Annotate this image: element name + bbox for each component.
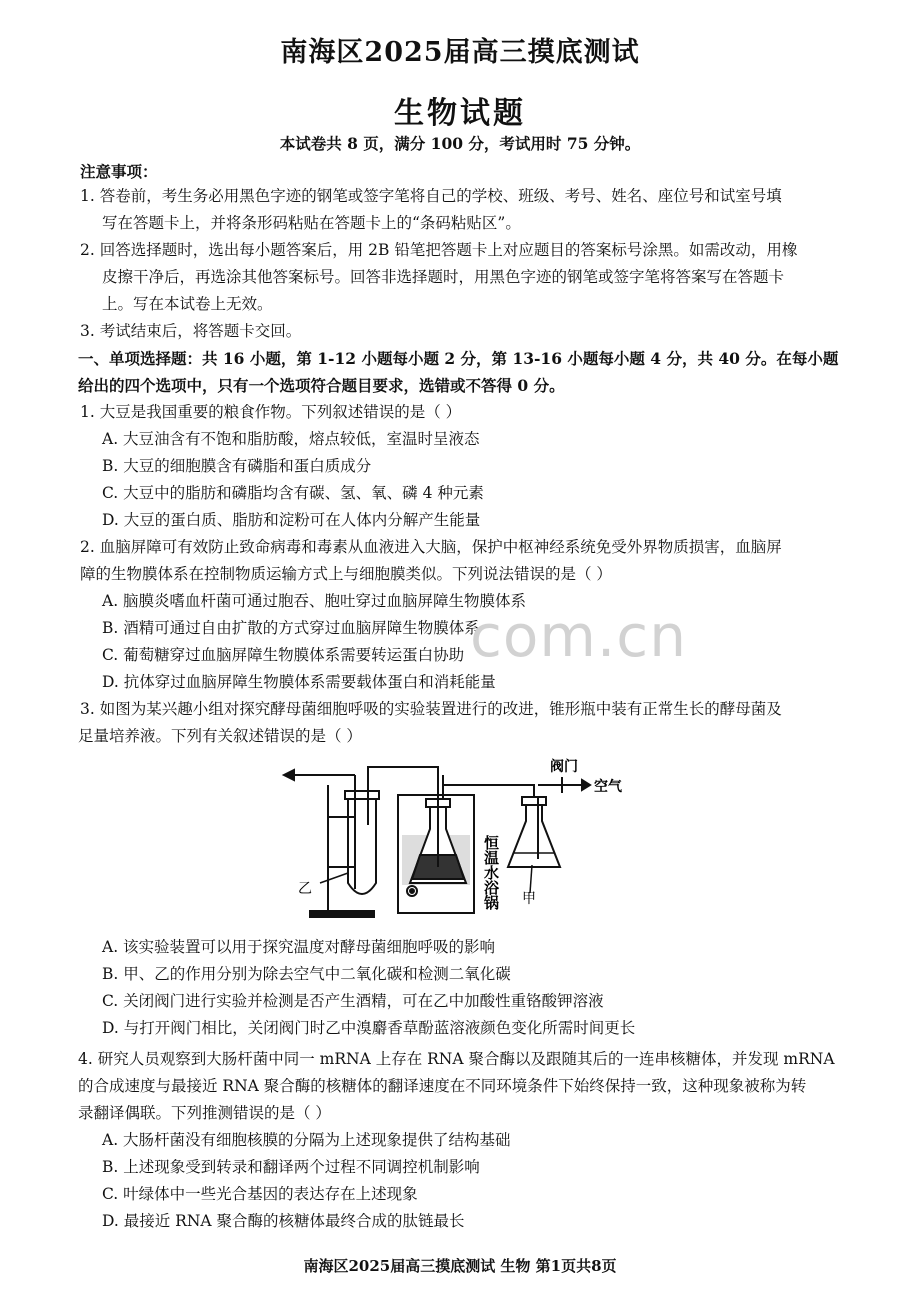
- question-4-option-d: D. 最接近 RNA 聚合酶的核糖体最终合成的肽链最长: [102, 1212, 465, 1230]
- valve-label: 阀门: [550, 760, 578, 775]
- flask-jia: [508, 785, 570, 867]
- question-2-stem: 障的生物膜体系在控制物质运输方式上与细胞膜类似。下列说法错误的是（ ）: [80, 565, 612, 583]
- notes-line: 2. 回答选择题时，选出每小题答案后，用 2B 铅笔把答题卡上对应题目的答案标号涂黑。如需改动，用橡: [80, 241, 798, 259]
- water-bath-label: 恒温水浴锅: [482, 835, 498, 910]
- question-2-option-a: A. 脑膜炎嗜血杆菌可通过胞吞、胞吐穿过血脑屏障生物膜体系: [102, 592, 527, 610]
- question-1-option-a: A. 大豆油含有不饱和脂肪酸，熔点较低，室温时呈液态: [102, 430, 480, 448]
- question-2-stem: 2. 血脑屏障可有效防止致命病毒和毒素从血液进入大脑，保护中枢神经系统免受外界物质损害，血脑屏: [80, 538, 782, 556]
- question-3-stem: 足量培养液。下列有关叙述错误的是（ ）: [78, 727, 362, 745]
- question-4-stem: 录翻译偶联。下列推测错误的是（ ）: [78, 1104, 331, 1122]
- question-4-stem: 4. 研究人员观察到大肠杆菌中同一 mRNA 上存在 RNA 聚合酶以及跟随其后的一连串核糖体，并发现 mRNA: [78, 1050, 835, 1068]
- notes-line: 1. 答卷前，考生务必用黑色字迹的钢笔或签字笔将自己的学校、班级、考号、姓名、座位号和试室号填: [80, 187, 782, 205]
- notes-line: 3. 考试结束后，将答题卡交回。: [80, 322, 302, 340]
- question-4-option-a: A. 大肠杆菌没有细胞核膜的分隔为上述现象提供了结构基础: [102, 1131, 511, 1149]
- label-jia: 甲: [522, 892, 536, 907]
- apparatus-figure: [270, 755, 660, 925]
- question-3-option-c: C. 关闭阀门进行实验并检测是否产生酒精，可在乙中加酸性重铬酸钾溶液: [102, 992, 604, 1010]
- question-4-stem: 的合成速度与最接近 RNA 聚合酶的核糖体的翻译速度在不同环境条件下始终保持一致，这种现象被称为转: [78, 1077, 807, 1095]
- question-3-option-d: D. 与打开阀门相比，关闭阀门时乙中溴麝香草酚蓝溶液颜色变化所需时间更长: [102, 1019, 636, 1037]
- notes-line: 上。写在本试卷上无效。: [102, 295, 273, 313]
- question-1-option-c: C. 大豆中的脂肪和磷脂均含有碳、氢、氧、磷 4 种元素: [102, 484, 484, 502]
- question-3-stem: 3. 如图为某兴趣小组对探究酵母菌细胞呼吸的实验装置进行的改进，锥形瓶中装有正常生长的酵母菌及: [80, 700, 782, 718]
- notes-heading: 注意事项：: [80, 162, 158, 181]
- question-1-option-b: B. 大豆的细胞膜含有磷脂和蛋白质成分: [102, 457, 372, 475]
- question-4-option-b: B. 上述现象受到转录和翻译两个过程不同调控机制影响: [102, 1158, 480, 1176]
- question-2-option-d: D. 抗体穿过血脑屏障生物膜体系需要载体蛋白和消耗能量: [102, 673, 496, 691]
- label-yi: 乙: [298, 882, 312, 897]
- watermark: com.cn: [470, 602, 687, 670]
- exam-title: 南海区2025届高三摸底测试: [280, 37, 640, 68]
- iron-stand: [310, 785, 374, 917]
- question-3-option-a: A. 该实验装置可以用于探究温度对酵母菌细胞呼吸的影响: [102, 938, 496, 956]
- section-heading: 给出的四个选项中，只有一个选项符合题目要求，选错或不答得 0 分。: [78, 376, 565, 395]
- page-footer: 南海区2025届高三摸底测试 生物 第1页共8页: [303, 1257, 617, 1275]
- subject-title: 生物试题: [394, 96, 526, 131]
- question-3-option-b: B. 甲、乙的作用分别为除去空气中二氧化碳和检测二氧化碳: [102, 965, 511, 983]
- question-2-option-b: B. 酒精可通过自由扩散的方式穿过血脑屏障生物膜体系: [102, 619, 480, 637]
- question-2-option-c: C. 葡萄糖穿过血脑屏障生物膜体系需要转运蛋白协助: [102, 646, 465, 664]
- question-1-stem: 1. 大豆是我国重要的粮食作物。下列叙述错误的是（ ）: [80, 403, 462, 421]
- question-4-option-c: C. 叶绿体中一些光合基因的表达存在上述现象: [102, 1185, 418, 1203]
- section-heading: 一、单项选择题：共 16 小题，第 1-12 小题每小题 2 分，第 13-16 小题每小题 4 分，共 40 分。在每小题: [78, 349, 839, 368]
- outlet-arrow: [284, 770, 355, 780]
- air-label: 空气: [594, 780, 622, 795]
- question-1-option-d: D. 大豆的蛋白质、脂肪和淀粉可在人体内分解产生能量: [102, 511, 481, 529]
- exam-info: 本试卷共 8 页，满分 100 分，考试用时 75 分钟。: [279, 134, 641, 153]
- notes-line: 皮擦干净后，再选涂其他答案标号。回答非选择题时，用黑色字迹的钢笔或签字笔将答案写在答题卡: [102, 268, 785, 286]
- notes-line: 写在答题卡上，并将条形码粘贴在答题卡上的“条码粘贴区”。: [102, 214, 521, 232]
- test-tube-yi: [345, 775, 379, 894]
